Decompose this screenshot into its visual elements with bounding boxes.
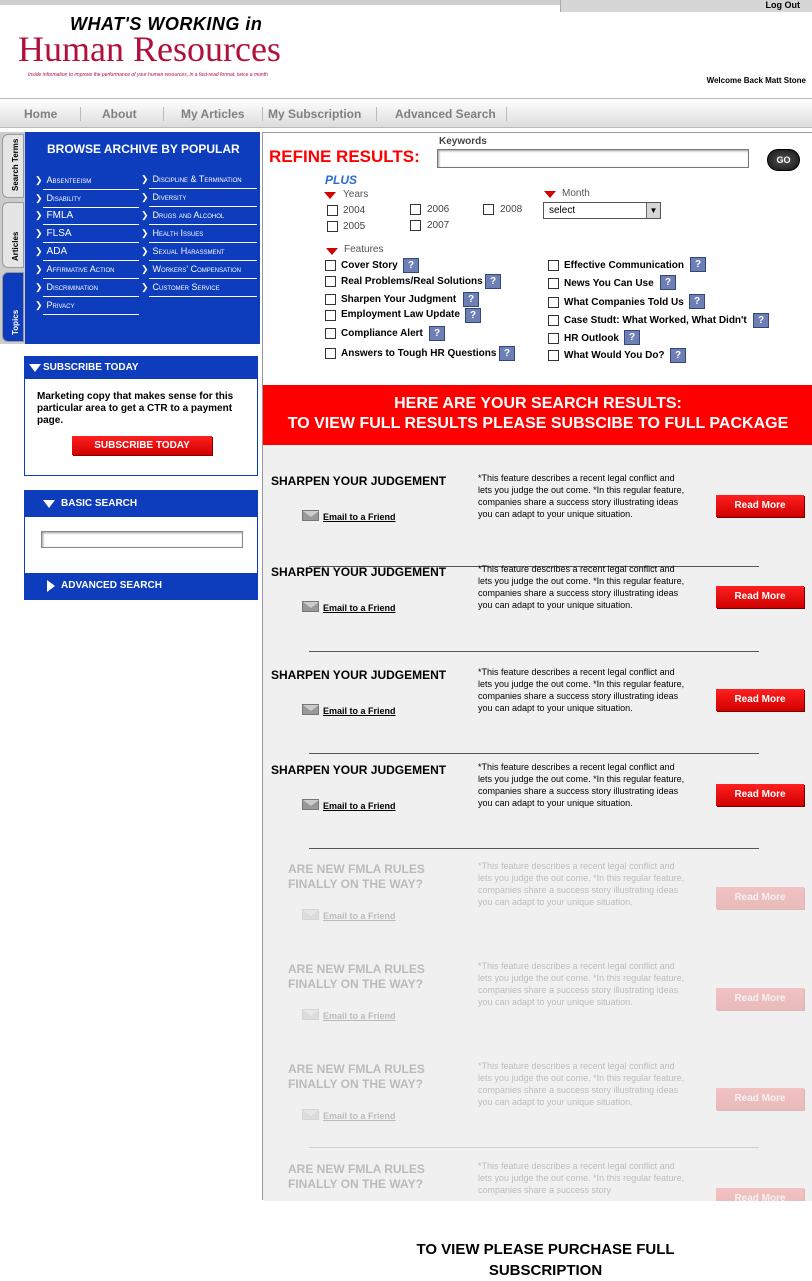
result-title: ARE NEW FMLA RULES FINALLY ON THE WAY?	[288, 1162, 425, 1191]
browse-link-ada[interactable]	[35, 246, 67, 257]
help-icon[interactable]: ?	[660, 275, 676, 290]
envelope-icon	[302, 1109, 319, 1120]
email-friend-link: Email to a Friend	[323, 1111, 396, 1121]
feature-employment-law-label: Employment Law Update	[341, 309, 460, 320]
logo-tagline: Inside information to improve the performance of your human resources, in a fast-read format, twice a month	[28, 72, 268, 78]
result-title: SHARPEN YOUR JUDGEMENT	[271, 763, 447, 777]
feature-what-would-checkbox[interactable]	[548, 350, 559, 361]
feature-real-problems-label: Real Problems/Real Solutions	[341, 276, 483, 287]
result-divider	[309, 651, 759, 652]
tab-search-terms[interactable]	[2, 134, 24, 198]
email-friend-link: Email to a Friend	[323, 911, 396, 921]
chevron-right-icon: ❯	[35, 264, 43, 274]
feature-compliance-alert-label: Compliance Alert	[341, 328, 423, 339]
nav-separator	[163, 107, 164, 121]
read-more-button: Read More	[716, 1188, 804, 1201]
chevron-right-icon: ❯	[141, 246, 149, 256]
help-icon[interactable]: ?	[429, 326, 445, 341]
nav-separator	[262, 107, 263, 121]
read-more-button[interactable]: Read More	[716, 689, 804, 711]
feature-case-study-label: Case Studt: What Worked, What Didn't	[564, 315, 747, 326]
read-more-button: Read More	[716, 887, 804, 909]
browse-link-discrimination[interactable]	[35, 282, 98, 293]
results-pane	[262, 132, 812, 1279]
help-icon[interactable]: ?	[753, 313, 769, 328]
nav-about[interactable]: About	[102, 107, 137, 121]
browse-link-label: Sexual Harassment	[152, 246, 225, 256]
result-divider	[309, 753, 759, 754]
result-title: SHARPEN YOUR JUDGEMENT	[271, 474, 447, 488]
browse-link-label: Diversity	[152, 192, 187, 202]
link-underline	[149, 206, 257, 207]
locked-result-item	[263, 1158, 812, 1201]
month-select[interactable]	[543, 202, 661, 219]
chevron-right-icon: ❯	[141, 282, 149, 292]
features-label: Features	[344, 244, 384, 255]
read-more-button[interactable]: Read More	[716, 495, 804, 517]
chevron-right-icon: ❯	[141, 210, 149, 220]
help-icon[interactable]: ?	[690, 257, 706, 272]
basic-search-input[interactable]	[41, 531, 243, 548]
feature-compliance-alert-checkbox[interactable]	[325, 328, 336, 339]
email-friend-link[interactable]: Email to a Friend	[323, 512, 396, 522]
year-2008-checkbox[interactable]	[483, 204, 494, 215]
subscribe-box-title: SUBSCRIBE TODAY	[43, 362, 139, 373]
link-underline	[43, 296, 139, 297]
feature-tough-hr-label: Answers to Tough HR Questions	[341, 348, 497, 359]
link-underline	[149, 224, 257, 225]
browse-link-fmla[interactable]	[35, 210, 73, 221]
feature-employment-law-checkbox[interactable]	[325, 310, 336, 321]
result-item	[263, 561, 812, 661]
triangle-down-icon	[544, 191, 556, 198]
result-description: *This feature describes a recent legal conflict and lets you judge the out come. *In this regular feature, companies share a success story illustrating ideas you can adapt to your unique situation.	[478, 473, 685, 519]
top-bar-line	[0, 0, 560, 5]
result-divider	[309, 1147, 759, 1148]
feature-case-study-checkbox[interactable]	[548, 315, 559, 326]
browse-link-label: Absenteeism	[46, 175, 92, 185]
advanced-search-link[interactable]	[25, 573, 257, 599]
chevron-right-icon: ❯	[35, 210, 43, 220]
feature-companies-told-checkbox[interactable]	[548, 297, 559, 308]
chevron-right-icon: ❯	[141, 174, 149, 184]
advanced-search-label: ADVANCED SEARCH	[61, 580, 162, 591]
chevron-right-icon: ❯	[35, 228, 43, 238]
browse-archive-panel	[25, 132, 260, 344]
year-2007-checkbox[interactable]	[410, 220, 421, 231]
result-description: *This feature describes a recent legal conflict and lets you judge the out come. *In this regular feature, companies share a success story illustrating ideas you can adapt to your unique situation.	[478, 762, 685, 808]
browse-link-label: Discipline & Termination	[152, 174, 242, 184]
link-underline	[43, 278, 139, 279]
link-underline	[149, 278, 257, 279]
keywords-input[interactable]	[437, 149, 749, 168]
subscribe-box-header	[25, 357, 257, 379]
result-item	[263, 664, 812, 764]
logo-top-text: WHAT'S WORKING in	[70, 14, 263, 34]
triangle-down-icon	[29, 364, 41, 372]
link-underline	[149, 260, 257, 261]
browse-link-absenteeism[interactable]	[35, 175, 91, 186]
browse-link-label: Health Issues	[152, 228, 204, 238]
nav-separator	[80, 107, 81, 121]
nav-my-articles[interactable]: My Articles	[181, 107, 245, 121]
chevron-right-icon: ❯	[35, 175, 43, 185]
result-title: ARE NEW FMLA RULES FINALLY ON THE WAY?	[288, 962, 425, 991]
result-title: SHARPEN YOUR JUDGEMENT	[271, 565, 447, 579]
result-title: SHARPEN YOUR JUDGEMENT	[271, 668, 447, 682]
browse-link-label: Affirmative Action	[46, 264, 115, 274]
side-tabs	[0, 132, 25, 344]
email-friend-link[interactable]: Email to a Friend	[323, 706, 396, 716]
browse-link-workers-comp[interactable]	[141, 264, 241, 275]
browse-link-label: Privacy	[46, 300, 75, 310]
help-icon[interactable]: ?	[465, 308, 481, 323]
feature-sharpen-judgment-checkbox[interactable]	[325, 294, 336, 305]
browse-link-label: FLSA	[46, 228, 72, 239]
result-description: *This feature describes a recent legal conflict and lets you judge the out come. *In this regular feature, companies share a success story illustrating ideas you can adapt to your unique situation.	[478, 564, 685, 610]
results-list	[263, 445, 812, 1279]
link-underline	[149, 242, 257, 243]
result-description: *This feature describes a recent legal conflict and lets you judge the out come. *In this regular feature, companies share a success story illustrating ideas you can adapt to your unique situation.	[478, 961, 685, 1007]
browse-link-affirmative-action[interactable]	[35, 264, 114, 275]
envelope-icon	[302, 1009, 319, 1020]
email-friend-link: Email to a Friend	[323, 1011, 396, 1021]
read-more-button: Read More	[716, 988, 804, 1010]
help-icon[interactable]: ?	[670, 348, 686, 363]
envelope-icon[interactable]	[302, 601, 319, 612]
feature-hr-outlook-label: HR Outlook	[564, 333, 619, 344]
keywords-label: Keywords	[439, 136, 487, 147]
tab-articles-label: Articles	[11, 231, 20, 261]
help-icon[interactable]: ?	[485, 274, 501, 289]
subscribe-today-button[interactable]: SUBSCRIBE TODAY	[72, 436, 212, 455]
browse-link-health-issues[interactable]	[141, 228, 203, 239]
browse-link-label: Workers' Compensation	[152, 264, 241, 274]
result-title: ARE NEW FMLA RULES FINALLY ON THE WAY?	[288, 862, 425, 891]
triangle-down-icon	[43, 500, 55, 508]
year-2004-label: 2004	[343, 205, 366, 216]
purchase-overlay-text: TO VIEW PLEASE PURCHASE FULL SUBSCRIPTION	[416, 1241, 675, 1279]
subscribe-box	[24, 356, 258, 476]
chevron-right-icon: ❯	[35, 282, 43, 292]
help-icon[interactable]: ?	[689, 294, 705, 309]
read-more-button[interactable]: Read More	[716, 784, 804, 806]
banner-line-2: TO VIEW FULL RESULTS PLEASE SUBSCIBE TO FULL PACKAGE	[287, 415, 789, 432]
go-button[interactable]: GO	[767, 149, 800, 171]
feature-cover-story-label: Cover Story	[341, 260, 398, 271]
feature-sharpen-judgment-label: Sharpen Your Judgment	[341, 294, 457, 305]
email-friend-link[interactable]: Email to a Friend	[323, 801, 396, 811]
plus-label: PLUS	[325, 173, 358, 187]
link-underline	[43, 260, 139, 261]
nav-separator	[506, 107, 507, 121]
feature-effective-comm-label: Effective Communication	[564, 260, 685, 271]
chevron-right-icon: ❯	[35, 300, 43, 310]
browse-link-sexual-harassment[interactable]	[141, 246, 225, 257]
feature-tough-hr-checkbox[interactable]	[325, 348, 336, 359]
browse-link-disability[interactable]	[35, 193, 81, 204]
tab-search-terms-label: Search Terms	[11, 138, 20, 191]
read-more-button[interactable]: Read More	[716, 586, 804, 608]
link-underline	[43, 224, 139, 225]
result-description: *This feature describes a recent legal conflict and lets you judge the out come. *In this regular feature, companies share a success story	[478, 1161, 685, 1195]
chevron-right-icon: ❯	[141, 264, 149, 274]
envelope-icon	[302, 909, 319, 920]
help-icon[interactable]: ?	[463, 292, 479, 307]
chevron-right-icon: ❯	[141, 228, 149, 238]
feature-news-label: News You Can Use	[564, 278, 654, 289]
browse-link-flsa[interactable]	[35, 228, 72, 239]
browse-link-label: Disability	[46, 193, 82, 203]
browse-link-label: Discrimination	[46, 282, 98, 292]
main-nav	[0, 98, 812, 128]
tab-articles[interactable]	[2, 202, 24, 268]
nav-advanced-search[interactable]: Advanced Search	[395, 107, 496, 121]
envelope-icon[interactable]	[302, 704, 319, 715]
link-underline	[149, 188, 257, 189]
year-2007-label: 2007	[427, 220, 450, 231]
triangle-right-icon	[47, 580, 55, 592]
browse-title: BROWSE ARCHIVE BY POPULAR	[47, 142, 240, 156]
feature-effective-comm-checkbox[interactable]	[548, 260, 559, 271]
browse-link-drugs-alcohol[interactable]	[141, 210, 224, 221]
link-underline	[149, 296, 257, 297]
browse-link-label: Customer Service	[152, 282, 220, 292]
feature-what-would-label: What Would You Do?	[564, 350, 665, 361]
result-item	[263, 470, 812, 570]
nav-separator	[376, 107, 377, 121]
help-icon[interactable]: ?	[499, 346, 515, 361]
banner-line-1: HERE ARE YOUR SEARCH RESULTS:	[394, 395, 682, 412]
locked-result-item	[263, 1058, 812, 1158]
tab-topics-label: Topics	[11, 309, 20, 335]
result-item	[263, 759, 812, 859]
help-icon[interactable]: ?	[403, 258, 419, 273]
browse-link-customer-service[interactable]	[141, 282, 220, 293]
logo[interactable]: Human Resources	[18, 29, 281, 69]
basic-search-header	[25, 491, 257, 517]
subscribe-copy: Marketing copy that makes sense for this particular area to get a CTR to a payment page.	[37, 391, 234, 426]
chevron-down-icon: ▼	[646, 203, 660, 218]
years-label: Years	[343, 189, 369, 200]
basic-search-title: BASIC SEARCH	[61, 498, 138, 509]
browse-link-privacy[interactable]	[35, 300, 74, 311]
browse-link-label: FMLA	[46, 210, 74, 221]
result-description: *This feature describes a recent legal conflict and lets you judge the out come. *In this regular feature, companies share a success story illustrating ideas you can adapt to your unique situation.	[478, 667, 685, 713]
locked-result-item	[263, 958, 812, 1058]
feature-news-checkbox[interactable]	[548, 278, 559, 289]
link-underline	[43, 314, 139, 315]
browse-link-label: ADA	[46, 246, 68, 257]
read-more-button: Read More	[716, 1088, 804, 1110]
nav-my-subscription[interactable]: My Subscription	[268, 107, 362, 121]
result-description: *This feature describes a recent legal conflict and lets you judge the out come. *In this regular feature, companies share a success story illustrating ideas you can adapt to your unique situation.	[478, 861, 685, 907]
locked-result-item	[263, 858, 812, 958]
feature-hr-outlook-checkbox[interactable]	[548, 333, 559, 344]
basic-search-box	[24, 490, 258, 600]
result-title: ARE NEW FMLA RULES FINALLY ON THE WAY?	[288, 1062, 425, 1091]
tab-topics[interactable]	[2, 272, 24, 342]
welcome-message: Welcome Back Matt Stone	[706, 76, 806, 85]
browse-link-discipline[interactable]	[141, 174, 242, 185]
link-underline	[43, 242, 139, 243]
year-2008-label: 2008	[500, 204, 523, 215]
chevron-right-icon: ❯	[35, 246, 43, 256]
triangle-down-icon	[324, 192, 336, 199]
refine-results-title: REFINE RESULTS:	[269, 147, 420, 166]
chevron-right-icon: ❯	[35, 193, 43, 203]
link-underline	[43, 189, 139, 190]
help-icon[interactable]: ?	[624, 330, 640, 345]
feature-companies-told-label: What Companies Told Us	[564, 297, 684, 308]
logout-link[interactable]: Log Out	[560, 0, 812, 12]
nav-home[interactable]: Home	[24, 107, 58, 121]
year-2005-label: 2005	[343, 221, 366, 232]
envelope-icon[interactable]	[302, 799, 319, 810]
top-bar	[0, 0, 812, 12]
triangle-down-icon	[326, 248, 338, 255]
browse-link-label: Drugs and Alcohol	[152, 210, 225, 220]
results-banner	[263, 385, 812, 445]
envelope-icon[interactable]	[302, 510, 319, 521]
year-2006-label: 2006	[427, 204, 450, 215]
year-2006-checkbox[interactable]	[410, 204, 421, 215]
link-underline	[43, 207, 139, 208]
month-label: Month	[562, 188, 590, 199]
feature-cover-story-checkbox[interactable]	[325, 260, 336, 271]
year-2004-checkbox[interactable]	[327, 205, 338, 216]
feature-real-problems-checkbox[interactable]	[325, 276, 336, 287]
month-select-value: select	[549, 205, 576, 216]
result-divider	[309, 848, 759, 849]
result-description: *This feature describes a recent legal conflict and lets you judge the out come. *In this regular feature, companies share a success story illustrating ideas you can adapt to your unique situation.	[478, 1061, 685, 1107]
email-friend-link[interactable]: Email to a Friend	[323, 603, 396, 613]
year-2005-checkbox[interactable]	[327, 221, 338, 232]
chevron-right-icon: ❯	[141, 192, 149, 202]
browse-link-diversity[interactable]	[141, 192, 186, 203]
